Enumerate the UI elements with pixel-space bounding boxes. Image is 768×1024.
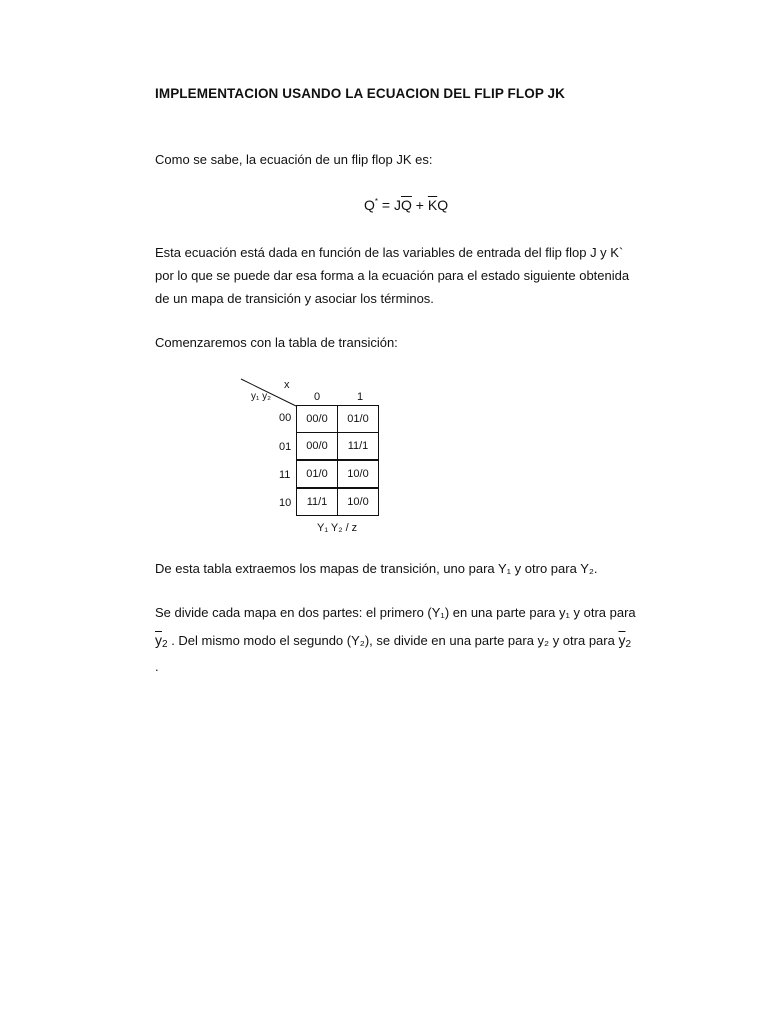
y2-bar-right-letter: $\overline{y}$ (618, 632, 626, 648)
document-title: IMPLEMENTACION USANDO LA ECUACION DEL FLIP FLOP JK (155, 86, 566, 101)
table-cell: 01/0 (337, 405, 379, 433)
eq-q2: Q (437, 197, 449, 213)
table-cell: 01/0 (296, 460, 338, 488)
para-4-line-2 (155, 628, 631, 657)
para-1-line-3: de un mapa de transición y asociar los términos. (155, 291, 434, 306)
jk-equation (364, 197, 448, 213)
para-4-line-3: . (155, 659, 159, 674)
table-col-header-0: 0 (314, 391, 321, 403)
y2-bar-right (618, 632, 631, 648)
para-4-line-1: Se divide cada mapa en dos partes: el primero (Y₁) en una parte para y₁ y otra para (155, 605, 636, 620)
table-cell: 00/0 (296, 405, 338, 433)
table-row-header: y₁ y₂ (251, 391, 272, 402)
para-1-line-2: por lo que se puede dar esa forma a la ecuación para el estado siguiente obtenida (155, 268, 630, 283)
table-row-label: 01 (279, 441, 292, 453)
table-col-header-1: 1 (357, 391, 364, 403)
table-cell: 11/1 (337, 432, 379, 460)
para-4-line-2-text: . Del mismo modo el segundo (Y₂), se divide en una parte para y₂ y otra para (171, 633, 615, 648)
eq-star: * (374, 197, 379, 206)
y2-bar-right-sub: 2 (625, 639, 632, 650)
table-x-label: x (284, 379, 290, 391)
intro-text: Como se sabe, la ecuación de un flip flop JK es: (155, 152, 433, 167)
table-cell: 11/1 (296, 488, 338, 516)
y2-bar-left-letter: $\overline{y}$ (155, 632, 162, 648)
eq-plus: + (411, 197, 428, 213)
eq-equals-j: = J (378, 197, 401, 213)
table-cell: 10/0 (337, 488, 379, 516)
para-3-text: De esta tabla extraemos los mapas de transición, uno para Y₁ y otro para Y₂. (155, 561, 598, 576)
eq-q: Q (364, 197, 375, 213)
table-row-label: 11 (279, 469, 291, 481)
para-1-line-1: Esta ecuación está dada en función de las variables de entrada del flip flop J y K` (155, 245, 624, 260)
table-footer: Y₁ Y₂ / z (317, 522, 358, 534)
eq-k-bar: $\overline{K}$ (427, 197, 438, 213)
table-row-label: 00 (279, 412, 292, 424)
eq-q-bar: $\overline{Q}$ (400, 197, 412, 213)
table-row-label: 10 (279, 497, 292, 509)
y2-bar-left-sub: 2 (162, 639, 168, 650)
para-2-text: Comenzaremos con la tabla de transición: (155, 335, 398, 350)
table-cell: 00/0 (296, 432, 338, 460)
table-cell: 10/0 (337, 460, 379, 488)
y2-bar-left (155, 632, 168, 648)
